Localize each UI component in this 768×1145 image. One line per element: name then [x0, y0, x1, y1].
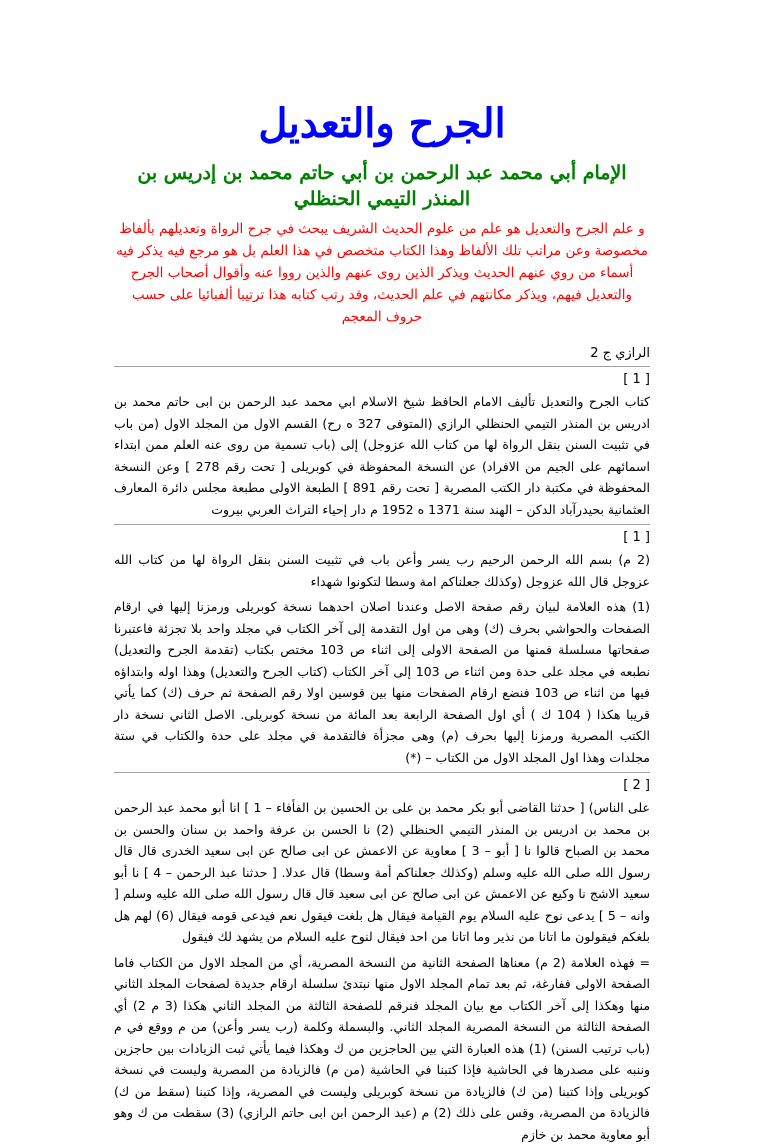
book-reference: الرازي ج 2 — [114, 344, 650, 364]
paragraph: كتاب الجرح والتعديل تأليف الامام الحافظ شيخ الاسلام ابي محمد عبد الرحمن بن ابى حاتم محمد بن ادريس بن المنذر التيمي الحنظلي الرازي (المتوفى 327 ه رح) القسم الاول من المجلد الاول (من باب في تثبيت السنن بنقل الرواة لها من كتاب الله عزوجل) إلى (باب تسمية من روى عنه العلم ممن ابتداء اسمائهم على الجيم من الافراد) عن النسخة المحفوظة في كوبريلى [ تحت رقم 278 ] وعن النسخة المحفوظة في مكتبة دار الكتب المصرية [ تحت رقم 891 ] الطبعة الاولى مطبعة مجلس دائرة المعارف العثمانية بحيدرآباد الدكن – الهند سنة 1371 ه 1952 م دار إحياء التراث العربي بيروت — [114, 391, 650, 520]
paragraph: (2 م) بسم الله الرحمن الرحيم رب يسر وأعن باب في تثبيت السنن بنقل الرواة لها من كتاب الله عزوجل قال الله عزوجل (وكذلك جعلناكم امة وسطا لتكونوا شهداء — [114, 549, 650, 592]
section-divider — [114, 366, 650, 367]
paragraph: على الناس) [ حدثنا القاضى أبو بكر محمد بن على بن الحسين بن الفأفاء – 1 ] انا أبو محمد عبد الرحمن بن محمد بن ادريس بن المنذر التيمي الحنظلي (2) نا الحسن بن عرفة واحمد بن سنان والحسن بن محمد بن الصباح قالوا نا [ أبو – 3 ] معاوية عن الاعمش عن ابى صالح عن ابى سعيد الخدرى قال قال رسول الله صلى الله عليه وسلم (وكذلك جعلناكم أمة وسطا) قال عدلا. [ حدثنا عبد الرحمن – 4 ] نا أبو سعيد الاشج نا وكيع عن الاعمش عن ابى صالح عن ابى سعيد قال قال رسول الله صلى الله عليه وسلم [ وانه – 5 ] يدعى نوح عليه السلام يوم القيامة فيقال هل بلغت فيقول نعم فيدعى قومه فيقال (6) لهم هل بلغكم فيقولون ما اتانا من نذير وما اتانا من احد فيقال لنوح عليه السلام من يشهد لك فيقول — [114, 797, 650, 948]
page-marker: [ 1 ] — [114, 529, 650, 547]
document-page — [0, 98, 768, 1122]
section-divider — [114, 524, 650, 525]
footnote-paragraph: = فهذه العلامة (2 م) معناها الصفحة الثانية من النسخة المصرية، أي من المجلد الاول من الكتاب فاما الصفحة الاولى ففارغة، ثم بعد تمام المجلد الاول منها نبتدئ سلسلة ارقام جديدة لصفحات المجلد الثاني منها وهكذا إلى آخر الكتاب مع بيان المجلد فنرقم للصفحة الثالثة من المجلد الثاني هكذا (3 م 2) أي الصفحة الثالثة من النسخة المصرية المجلد الثاني. والبسملة وكلمة (رب يسر وأعن) من م ووقع في م (باب ترتيب السنن) (1) هذه العبارة التي بين الحاجزين من ك وهكذا فيما يأتي ثبت الزيادات بين حاجزين وننبه على مصدرها في الحاشية فإذا كتبنا في الحاشية (من م) فالزيادة من المصرية وليست في نسخة كوبريلى وإذا كتبنا (من ك) فالزيادة من نسخة كوبريلى وليست في المصرية، وإذا كتبنا (سقط من ك) فالزيادة من المصرية، وقس على ذلك (2) م (عبد الرحمن ابن ابى حاتم الرازي) (3) سقطت من ك وهو أبو معاوية محمد بن خازم — [114, 952, 650, 1145]
author-name: الإمام أبي محمد عبد الرحمن بن أبي حاتم محمد بن إدريس بن المنذر التيمي الحنظلي — [114, 160, 650, 212]
intro-text: و علم الجرح والتعديل هو علم من علوم الحديث الشريف يبحث في جرح الرواة وتعديلهم بألفاظ مخصوصة وعن مراتب تلك الألفاظ وهذا الكتاب متخصص في هذا العلم بل هو مرجع فيه يذكر فيه أسماء من روي عنهم الحديث ويذكر الذين روى عنهم والذين رووا عنه وأقوال أصحاب الجرح والتعديل فيهم، ويذكر مكانتهم في علم الحديث، وقد رتب كتابه هذا ترتيبا ألفبائيا على حسب حروف المعجم — [114, 218, 650, 328]
footnote-paragraph: (1) هذه العلامة لبيان رقم صفحة الاصل وعندنا اصلان احدهما نسخة كوبريلى ورمزنا إليها في ارقام الصفحات والحواشي بحرف (ك) وهى من اول التقدمة إلى آخر الكتاب في مجلد واحد بلا تجزئة فاعتبرنا صفحاتها مسلسلة فمنها من الصفحة الاولى إلى اثناء ص 103 مختص بكتاب (تقدمة الجرح والتعديل) نطبعه في مجلد على حدة ومن اثناء ص 103 إلى آخر الكتاب (كتاب الجرح والتعديل) وهذا اوله وابتداؤه فيها من اثناء ص 103 فنضع ارقام الصفحات منها بين قوسين اولا رقم الصفحة ثم حرف (ك) كما يأتي قريبا هكذا ( 104 ك ) أي اول الصفحة الرابعة بعد المائة من نسخة كوبريلى. الاصل الثاني نسخة دار الكتب المصرية ورمزنا إليها بحرف (م) وهى مجزأة فالتقدمة في مجلد على حدة والكتاب في ستة مجلدات وهذا اول المجلد الاول من الكتاب – (*) — [114, 596, 650, 768]
section-divider — [114, 772, 650, 773]
page-marker: [ 1 ] — [114, 371, 650, 389]
book-title: الجرح والتعديل — [114, 98, 650, 150]
page-marker: [ 2 ] — [114, 777, 650, 795]
